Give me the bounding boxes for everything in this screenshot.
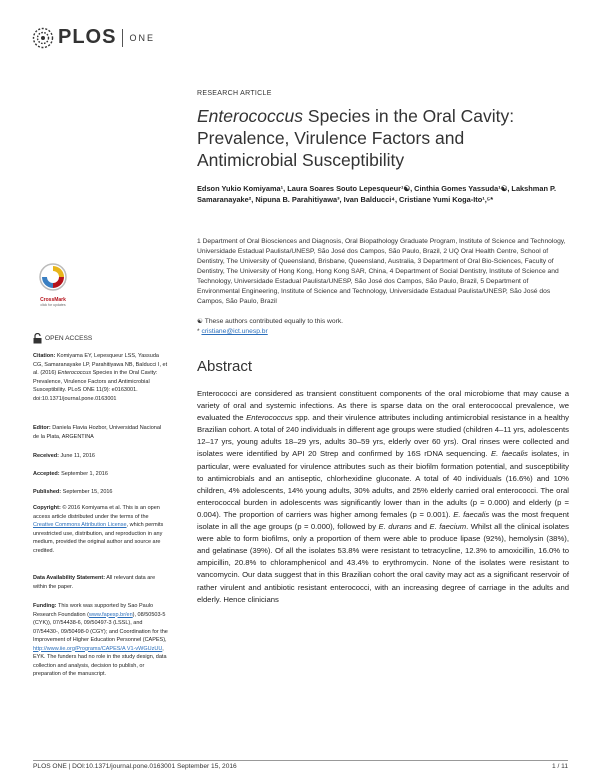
open-lock-icon (33, 333, 42, 344)
published-date: September 15, 2016 (61, 489, 113, 495)
abstract-italic: E. faecalis (453, 509, 490, 519)
received-date: June 11, 2016 (59, 453, 95, 459)
abstract-body (197, 388, 569, 606)
abstract-text: isolates, in particular, were evaluated for virulence attributes such as their biofilm formation potential, and susceptibility to antimicrobials and an antiseptic, chlorhexidine gluconate. A total of 40 individuals (16.6%) and 10% children, 4% adolescents, 14% young adults, 30% adults, and 25% elderly carried oral enterococci. The oral enterococcal burden in adolescents was significantly lower than in the adults (p = 0.000) and elderly (p = 0.004). The proportion of carriers was higher among females (p = 0.001). (197, 449, 569, 519)
copyright-text-b: , which permits unrestricted use, distribution, and reproduction in any medium, provided the original author and source are credited. (33, 522, 164, 554)
citation-label: Citation: (33, 353, 56, 359)
affiliations: 1 Department of Oral Biosciences and Diagnosis, Oral Biopathology Graduate Program, Institute of Science and Technology, Universidade Estadual Paulista/UNESP, São José dos Campos, São Paulo, Brazil, 2 UQ Oral Health Centre, School of Dentistry, The University of Queensland, Brisbane, Queensland, Australia, 3 Department of Oral Bio-Sciences, Faculty of Dentistry, The University of Hong Kong, Hong Kong SAR, China, 4 Department of Social Dentistry, Institute of Science and Technology, Universidade Estadual Paulista/UNESP, São José dos Campos, São Paulo, Brazil, 5 Department of Environmental Engineering, Institute of Science and Technology, Universidade Estadual Paulista/UNESP, São José dos Campos, São Paulo, Brazil (197, 238, 566, 305)
fapesp-link[interactable]: www.fapesp.br/en (88, 611, 133, 618)
article-type: RESEARCH ARTICLE (197, 90, 272, 97)
abstract-text: . Whilst all the clinical isolates were able to form biofilms, only a proportion of them were able to produce lipase (92%), hemolysin (38%), and gelatinase (39%). Of all the isolates 53.8% were resistant to tetracycline, 12.3% to amoxicillin, 16.0% to ampicillin, 20.8% to chloramphenicol and 43.4% to erythromycin. None of the isolates were resistant to vancomycin. Our data suggest that in this Brazilian cohort the oral cavity may act as a significant reservoir of rather virulent and antibiotic resistant enterococci, with an increasing degree of carriage in the adults and elderly. Hence clinicians (197, 522, 569, 604)
accepted-block (33, 470, 168, 479)
crossmark-sub: click for updates (40, 303, 66, 307)
abstract-italic: E. durans (378, 522, 412, 532)
journal-logo (32, 26, 155, 49)
abstract-text: was the most frequent isolate in all the age groups (p = 0.000), followed by (197, 509, 570, 532)
open-access-badge (33, 333, 92, 344)
footer-divider (33, 760, 568, 761)
citation-italic: Enterococcus (57, 370, 92, 376)
email-link[interactable]: cristiane@ict.unesp.br (201, 328, 268, 335)
copyright-block (33, 504, 168, 555)
equal-contribution-note: ☯ These authors contributed equally to this work. (197, 318, 344, 325)
funding-text-b: ), 08/50503-5 (CYK)), 07/54438-6, 09/50497-3 (LSSL), and 07/54430-, 09/50498-0 (CGY); and Coordination for the Improvement of Higher Education Personnel (CAPES), (33, 611, 168, 643)
journal-name: PLOS (58, 26, 117, 48)
data-availability-label: Data Availability Statement: (33, 575, 106, 581)
crossmark-badge[interactable] (33, 262, 73, 307)
abstract-italic: E. faecalis (491, 449, 528, 459)
funding-block (33, 602, 168, 679)
abstract-heading: Abstract (197, 358, 253, 375)
crossmark-icon (38, 262, 68, 292)
funding-text-c: , EYK. The funders had no role in the study design, data collection and analysis, decision to publish, or preparation of the manuscript. (33, 645, 167, 677)
editor-text: Daniela Flavia Hozbor, Universidad Nacional de la Plata, ARGENTINA (33, 425, 162, 440)
title-rest: Species in the Oral Cavity: Prevalence, Virulence Factors and Antimicrobial Susceptibility (197, 106, 515, 170)
received-block (33, 452, 168, 461)
author-list: Edson Yukio Komiyama¹, Laura Soares Souto Lepesqueur¹☯, Cinthia Gomes Yassuda¹☯, Lakshman P. Samaranayake², Nipuna B. Parahitiyawa³, Ivan Balducci⁴, Cristiane Yumi Koga-Ito¹,⁵* (197, 184, 557, 204)
citation-block (33, 352, 168, 403)
abstract-text: and (411, 522, 430, 532)
capes-link[interactable]: http://www.iie.org/Programs/CAPES/A V1-vWGUzUU (33, 645, 163, 652)
license-link[interactable]: Creative Commons Attribution License (33, 522, 127, 528)
published-label: Published: (33, 489, 62, 495)
journal-sub: ONE (129, 32, 155, 43)
open-access-label: OPEN ACCESS (45, 335, 93, 342)
copyright-label: Copyright: (33, 505, 61, 511)
plos-logo-icon (32, 27, 54, 49)
editor-label: Editor: (33, 425, 51, 431)
abstract-italic: E. faecium (429, 522, 467, 532)
citation-rest: Species in the Oral Cavity: Prevalence, Virulence Factors and Antimicrobial Susceptibility. PLoS ONE 11(9): e0163001. doi:10.1371/journal.pone.0163001 (33, 370, 158, 402)
editor-block (33, 424, 168, 441)
abstract-text: spp. and their virulence attributes including antimicrobial resistance in a healthy Brazilian cohort. A total of 240 individuals in different age groups were studied (children 4–11 yrs, adolescents 12–17 yrs, young adults 18–29 yrs, adults 30–59 yrs, elderly over 60 yrs). Oral rinses were collected and isolates were identified by API 20 Strep and confirmed by 16S rDNA sequencing. (197, 413, 569, 459)
copyright-text-a: © 2016 Komiyama et al. This is an open access article distributed under the terms of the (33, 505, 160, 520)
title-italic: Enterococcus (197, 106, 304, 126)
funding-label: Funding: (33, 603, 57, 609)
data-availability-block (33, 574, 168, 591)
data-availability-text: All relevant data are within the paper. (33, 575, 156, 590)
logo-divider (122, 29, 123, 47)
published-block (33, 488, 168, 497)
citation-text: Komiyama EY, Lepesqueur LSS, Yassuda CG, Samaranayake LP, Parahitiyawa NB, Balducci I, et al. (2016) (33, 353, 168, 376)
crossmark-label: CrossMark (40, 297, 66, 303)
page-number: 1 / 11 (551, 763, 568, 770)
article-title (197, 105, 567, 171)
funding-text-a: This work was supported by Sao Paulo Research Foundation ( (33, 603, 154, 618)
author-notes (197, 317, 567, 337)
accepted-date: September 1, 2016 (59, 471, 108, 477)
footer-citation: PLOS ONE | DOI:10.1371/journal.pone.0163001 September 15, 2016 (33, 763, 237, 770)
correspondence-note (197, 327, 567, 337)
accepted-label: Accepted: (33, 471, 60, 477)
abstract-italic: Enterococcus (246, 413, 293, 423)
page-footer (33, 763, 568, 770)
email-prefix: * (197, 328, 202, 335)
abstract-text: Enterococci are considered as transient constituent components of the oral microbiome that may cause a variety of oral and systemic infections. As there is sparse data on the oral enterococcal prevalence, we evaluated the (197, 389, 569, 423)
received-label: Received: (33, 453, 59, 459)
